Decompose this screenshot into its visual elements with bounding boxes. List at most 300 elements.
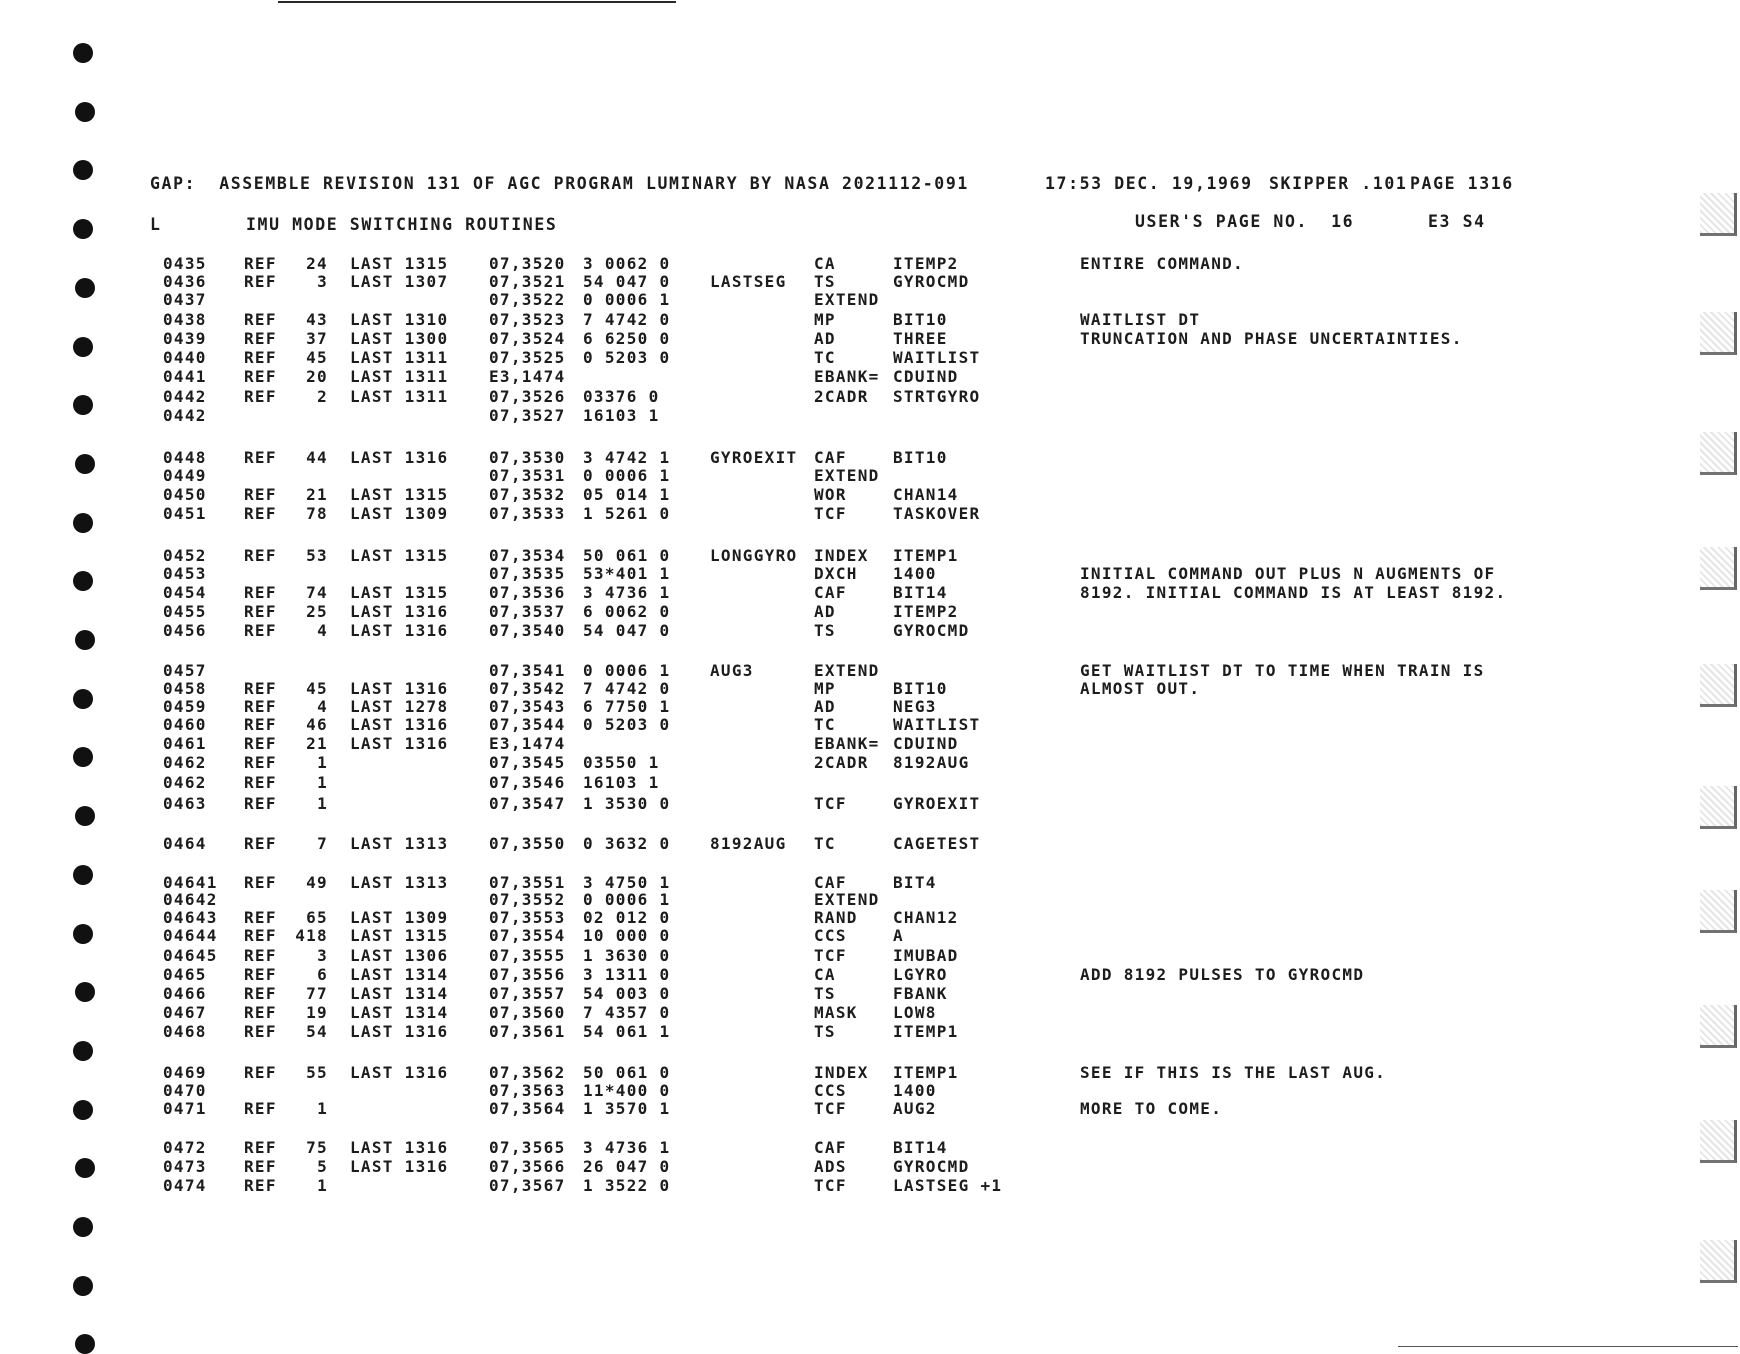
listing-line-number: 0460 xyxy=(163,715,207,734)
ref-keyword: REF xyxy=(244,504,277,523)
listing-line-number: 0461 xyxy=(163,734,207,753)
octal-word: 3 0062 0 xyxy=(583,254,671,273)
listing-line-number: 0436 xyxy=(163,272,207,291)
memory-address: 07,3530 xyxy=(489,448,566,467)
octal-word: 3 4736 1 xyxy=(583,583,671,602)
ref-count: 25 xyxy=(306,602,328,621)
comment: ENTIRE COMMAND. xyxy=(1080,254,1244,273)
section-title: IMU MODE SWITCHING ROUTINES xyxy=(246,215,558,234)
binding-mark xyxy=(1700,786,1737,829)
memory-address: 07,3533 xyxy=(489,504,566,523)
memory-address: 07,3564 xyxy=(489,1099,566,1118)
ref-count: 55 xyxy=(306,1063,328,1082)
opcode: CAF xyxy=(814,448,847,467)
last-reference: LAST 1314 xyxy=(350,984,449,1003)
octal-word: 0 0006 1 xyxy=(583,661,671,680)
memory-address: 07,3534 xyxy=(489,546,566,565)
memory-address: 07,3521 xyxy=(489,272,566,291)
ref-keyword: REF xyxy=(244,794,277,813)
opcode: INDEX xyxy=(814,546,869,565)
ref-keyword: REF xyxy=(244,834,277,853)
ref-keyword: REF xyxy=(244,946,277,965)
octal-word: 7 4742 0 xyxy=(583,679,671,698)
last-reference: LAST 1316 xyxy=(350,734,449,753)
binding-mark xyxy=(1700,664,1737,707)
opcode: DXCH xyxy=(814,564,858,583)
operand: BIT10 xyxy=(893,310,948,329)
users-page-number: USER'S PAGE NO. 16 xyxy=(1135,212,1355,231)
listing-line-number: 0471 xyxy=(163,1099,207,1118)
memory-address: 07,3565 xyxy=(489,1138,566,1157)
ref-count: 46 xyxy=(306,715,328,734)
octal-word: 1 3630 0 xyxy=(583,946,671,965)
operand: CAGETEST xyxy=(893,834,981,853)
last-reference: LAST 1309 xyxy=(350,504,449,523)
ref-count: 2 xyxy=(317,387,328,406)
opcode: CA xyxy=(814,254,836,273)
octal-word: 6 7750 1 xyxy=(583,697,671,716)
operand: GYROCMD xyxy=(893,621,970,640)
opcode: TCF xyxy=(814,504,847,523)
ref-keyword: REF xyxy=(244,1003,277,1022)
last-reference: LAST 1313 xyxy=(350,873,449,892)
comment: TRUNCATION AND PHASE UNCERTAINTIES. xyxy=(1080,329,1463,348)
last-reference: LAST 1313 xyxy=(350,834,449,853)
symbol-label: AUG3 xyxy=(710,661,754,680)
listing-line-number: 0456 xyxy=(163,621,207,640)
ref-count: 44 xyxy=(306,448,328,467)
ref-keyword: REF xyxy=(244,679,277,698)
binding-mark xyxy=(1700,1240,1737,1283)
binding-mark xyxy=(1700,1005,1737,1048)
memory-address: 07,3543 xyxy=(489,697,566,716)
comment: 8192. INITIAL COMMAND IS AT LEAST 8192. xyxy=(1080,583,1507,602)
feed-hole xyxy=(75,278,95,298)
symbol-label: LONGGYRO xyxy=(710,546,798,565)
last-reference: LAST 1316 xyxy=(350,448,449,467)
opcode: CCS xyxy=(814,926,847,945)
ref-keyword: REF xyxy=(244,602,277,621)
listing-line-number: 0442 xyxy=(163,406,207,425)
last-reference: LAST 1309 xyxy=(350,908,449,927)
octal-word: 54 047 0 xyxy=(583,272,671,291)
listing-line-number: 04642 xyxy=(163,890,218,909)
octal-word: 6 6250 0 xyxy=(583,329,671,348)
feed-hole xyxy=(73,1041,93,1061)
feed-hole xyxy=(73,571,93,591)
octal-word: 50 061 0 xyxy=(583,1063,671,1082)
memory-address: 07,3554 xyxy=(489,926,566,945)
operand: ITEMP1 xyxy=(893,1063,959,1082)
octal-word: 54 061 1 xyxy=(583,1022,671,1041)
ref-count: 418 xyxy=(295,926,328,945)
last-reference: LAST 1316 xyxy=(350,1157,449,1176)
last-reference: LAST 1315 xyxy=(350,254,449,273)
ref-keyword: REF xyxy=(244,1176,277,1195)
feed-hole xyxy=(75,102,95,122)
listing-line-number: 0464 xyxy=(163,834,207,853)
operand: BIT10 xyxy=(893,679,948,698)
ref-keyword: REF xyxy=(244,1157,277,1176)
last-reference: LAST 1316 xyxy=(350,1138,449,1157)
listing-line-number: 0454 xyxy=(163,583,207,602)
feed-hole xyxy=(73,1276,93,1296)
last-reference: LAST 1316 xyxy=(350,679,449,698)
binding-mark xyxy=(1700,890,1737,933)
feed-hole xyxy=(73,160,93,180)
memory-address: 07,3557 xyxy=(489,984,566,1003)
last-reference: LAST 1314 xyxy=(350,965,449,984)
ref-keyword: REF xyxy=(244,448,277,467)
last-reference: LAST 1316 xyxy=(350,621,449,640)
last-reference: LAST 1316 xyxy=(350,715,449,734)
octal-word: 0 5203 0 xyxy=(583,348,671,367)
operand: ITEMP1 xyxy=(893,1022,959,1041)
octal-word: 05 014 1 xyxy=(583,485,671,504)
operand: LOW8 xyxy=(893,1003,937,1022)
last-reference: LAST 1278 xyxy=(350,697,449,716)
operand: WAITLIST xyxy=(893,715,981,734)
opcode: TC xyxy=(814,834,836,853)
memory-address: 07,3520 xyxy=(489,254,566,273)
feed-hole xyxy=(73,337,93,357)
operand: NEG3 xyxy=(893,697,937,716)
ref-keyword: REF xyxy=(244,546,277,565)
opcode: TCF xyxy=(814,1176,847,1195)
last-reference: LAST 1315 xyxy=(350,926,449,945)
symbol-label: LASTSEG xyxy=(710,272,787,291)
listing-line-number: 0458 xyxy=(163,679,207,698)
ref-count: 37 xyxy=(306,329,328,348)
listing-line-number: 04645 xyxy=(163,946,218,965)
listing-line-number: 04644 xyxy=(163,926,218,945)
last-reference: LAST 1307 xyxy=(350,272,449,291)
ref-count: 45 xyxy=(306,679,328,698)
opcode: AD xyxy=(814,329,836,348)
listing-line-number: 0457 xyxy=(163,661,207,680)
ref-keyword: REF xyxy=(244,926,277,945)
last-reference: LAST 1315 xyxy=(350,546,449,565)
operand: A xyxy=(893,926,904,945)
operand: BIT4 xyxy=(893,873,937,892)
opcode: EBANK= xyxy=(814,367,880,386)
operand: GYROCMD xyxy=(893,1157,970,1176)
memory-address: 07,3542 xyxy=(489,679,566,698)
operand: BIT10 xyxy=(893,448,948,467)
octal-word: 6 0062 0 xyxy=(583,602,671,621)
octal-word: 3 4750 1 xyxy=(583,873,671,892)
bottom-rule xyxy=(1398,1346,1738,1347)
octal-word: 16103 1 xyxy=(583,406,660,425)
ref-keyword: REF xyxy=(244,1138,277,1157)
operand: TASKOVER xyxy=(893,504,981,523)
feed-hole xyxy=(73,689,93,709)
operand: GYROEXIT xyxy=(893,794,981,813)
ref-keyword: REF xyxy=(244,310,277,329)
memory-address: E3,1474 xyxy=(489,367,566,386)
ref-count: 20 xyxy=(306,367,328,386)
opcode: WOR xyxy=(814,485,847,504)
listing-marker: L xyxy=(150,215,162,234)
top-rule xyxy=(278,1,676,3)
memory-address: E3,1474 xyxy=(489,734,566,753)
opcode: MASK xyxy=(814,1003,858,1022)
octal-word: 16103 1 xyxy=(583,773,660,792)
listing-line-number: 0452 xyxy=(163,546,207,565)
memory-address: 07,3551 xyxy=(489,873,566,892)
operand: AUG2 xyxy=(893,1099,937,1118)
ref-count: 1 xyxy=(317,773,328,792)
listing-line-number: 0453 xyxy=(163,564,207,583)
ref-count: 65 xyxy=(306,908,328,927)
operand: THREE xyxy=(893,329,948,348)
page-number: PAGE 1316 xyxy=(1410,174,1514,193)
ref-count: 3 xyxy=(317,946,328,965)
ref-keyword: REF xyxy=(244,1099,277,1118)
memory-address: 07,3545 xyxy=(489,753,566,772)
opcode: MP xyxy=(814,310,836,329)
ref-keyword: REF xyxy=(244,485,277,504)
ref-keyword: REF xyxy=(244,873,277,892)
opcode: TS xyxy=(814,272,836,291)
ref-count: 49 xyxy=(306,873,328,892)
feed-hole xyxy=(73,747,93,767)
listing-line-number: 0441 xyxy=(163,367,207,386)
opcode: TCF xyxy=(814,794,847,813)
opcode: EBANK= xyxy=(814,734,880,753)
comment: WAITLIST DT xyxy=(1080,310,1201,329)
last-reference: LAST 1300 xyxy=(350,329,449,348)
listing-line-number: 0463 xyxy=(163,794,207,813)
listing-line-number: 0474 xyxy=(163,1176,207,1195)
opcode: CAF xyxy=(814,1138,847,1157)
listing-line-number: 04641 xyxy=(163,873,218,892)
octal-word: 3 4742 1 xyxy=(583,448,671,467)
memory-address: 07,3522 xyxy=(489,290,566,309)
memory-address: 07,3525 xyxy=(489,348,566,367)
opcode: INDEX xyxy=(814,1063,869,1082)
opcode: CAF xyxy=(814,873,847,892)
octal-word: 0 5203 0 xyxy=(583,715,671,734)
ref-count: 45 xyxy=(306,348,328,367)
opcode: EXTEND xyxy=(814,290,880,309)
opcode: AD xyxy=(814,697,836,716)
operand: CHAN14 xyxy=(893,485,959,504)
opcode: CCS xyxy=(814,1081,847,1100)
feed-hole xyxy=(73,219,93,239)
operand: ITEMP1 xyxy=(893,546,959,565)
feed-hole xyxy=(75,1158,95,1178)
operand: 1400 xyxy=(893,564,937,583)
octal-word: 54 003 0 xyxy=(583,984,671,1003)
memory-address: 07,3560 xyxy=(489,1003,566,1022)
octal-word: 0 0006 1 xyxy=(583,890,671,909)
listing-line-number: 0440 xyxy=(163,348,207,367)
ref-count: 6 xyxy=(317,965,328,984)
feed-hole xyxy=(73,395,93,415)
memory-address: 07,3544 xyxy=(489,715,566,734)
ref-count: 54 xyxy=(306,1022,328,1041)
tractor-feed-holes xyxy=(0,0,140,1346)
octal-word: 1 5261 0 xyxy=(583,504,671,523)
feed-hole xyxy=(73,513,93,533)
operand: BIT14 xyxy=(893,583,948,602)
feed-hole xyxy=(75,630,95,650)
octal-word: 26 047 0 xyxy=(583,1157,671,1176)
listing-line-number: 0449 xyxy=(163,466,207,485)
octal-word: 7 4742 0 xyxy=(583,310,671,329)
last-reference: LAST 1310 xyxy=(350,310,449,329)
bank-id: E3 S4 xyxy=(1428,212,1486,231)
ref-count: 3 xyxy=(317,272,328,291)
ref-count: 1 xyxy=(317,1099,328,1118)
operand: CDUIND xyxy=(893,367,959,386)
memory-address: 07,3566 xyxy=(489,1157,566,1176)
feed-hole xyxy=(73,924,93,944)
opcode: TC xyxy=(814,715,836,734)
opcode: TCF xyxy=(814,946,847,965)
memory-address: 07,3555 xyxy=(489,946,566,965)
memory-address: 07,3567 xyxy=(489,1176,566,1195)
memory-address: 07,3526 xyxy=(489,387,566,406)
listing-line-number: 04643 xyxy=(163,908,218,927)
octal-word: 02 012 0 xyxy=(583,908,671,927)
listing-line-number: 0459 xyxy=(163,697,207,716)
octal-word: 0 0006 1 xyxy=(583,466,671,485)
operand: FBANK xyxy=(893,984,948,1003)
ref-count: 4 xyxy=(317,697,328,716)
listing-line-number: 0451 xyxy=(163,504,207,523)
octal-word: 10 000 0 xyxy=(583,926,671,945)
listing-line-number: 0462 xyxy=(163,753,207,772)
memory-address: 07,3556 xyxy=(489,965,566,984)
octal-word: 11*400 0 xyxy=(583,1081,671,1100)
octal-word: 3 4736 1 xyxy=(583,1138,671,1157)
octal-word: 0 3632 0 xyxy=(583,834,671,853)
octal-word: 1 3522 0 xyxy=(583,1176,671,1195)
ref-keyword: REF xyxy=(244,254,277,273)
ref-keyword: REF xyxy=(244,984,277,1003)
listing-line-number: 0468 xyxy=(163,1022,207,1041)
opcode: CA xyxy=(814,965,836,984)
assembly-title: GAP: ASSEMBLE REVISION 131 OF AGC PROGRAM LUMINARY BY NASA 2021112-091 xyxy=(150,174,969,193)
listing-line-number: 0469 xyxy=(163,1063,207,1082)
operand: CDUIND xyxy=(893,734,959,753)
octal-word: 03376 0 xyxy=(583,387,660,406)
operand: 8192AUG xyxy=(893,753,970,772)
memory-address: 07,3537 xyxy=(489,602,566,621)
memory-address: 07,3550 xyxy=(489,834,566,853)
ref-count: 7 xyxy=(317,834,328,853)
listing-line-number: 0437 xyxy=(163,290,207,309)
memory-address: 07,3523 xyxy=(489,310,566,329)
ref-keyword: REF xyxy=(244,348,277,367)
symbol-label: 8192AUG xyxy=(710,834,787,853)
operand: WAITLIST xyxy=(893,348,981,367)
octal-word: 50 061 0 xyxy=(583,546,671,565)
ref-count: 4 xyxy=(317,621,328,640)
feed-hole xyxy=(75,982,95,1002)
opcode: MP xyxy=(814,679,836,698)
comment: ADD 8192 PULSES TO GYROCMD xyxy=(1080,965,1365,984)
memory-address: 07,3535 xyxy=(489,564,566,583)
opcode: EXTEND xyxy=(814,890,880,909)
listing-line-number: 0465 xyxy=(163,965,207,984)
octal-word: 0 0006 1 xyxy=(583,290,671,309)
operand: IMUBAD xyxy=(893,946,959,965)
ref-keyword: REF xyxy=(244,908,277,927)
opcode: RAND xyxy=(814,908,858,927)
right-edge-binding-marks xyxy=(1660,0,1740,1346)
opcode: TCF xyxy=(814,1099,847,1118)
listing-line-number: 0442 xyxy=(163,387,207,406)
listing-line-number: 0438 xyxy=(163,310,207,329)
memory-address: 07,3524 xyxy=(489,329,566,348)
memory-address: 07,3531 xyxy=(489,466,566,485)
octal-word: 03550 1 xyxy=(583,753,660,772)
comment: INITIAL COMMAND OUT PLUS N AUGMENTS OF xyxy=(1080,564,1496,583)
ref-keyword: REF xyxy=(244,583,277,602)
feed-hole xyxy=(73,1100,93,1120)
ref-count: 75 xyxy=(306,1138,328,1157)
binding-mark xyxy=(1700,312,1737,355)
feed-hole xyxy=(73,43,93,63)
last-reference: LAST 1314 xyxy=(350,1003,449,1022)
operand: GYROCMD xyxy=(893,272,970,291)
memory-address: 07,3563 xyxy=(489,1081,566,1100)
listing-line-number: 0435 xyxy=(163,254,207,273)
listing-line-number: 0473 xyxy=(163,1157,207,1176)
listing-line-number: 0455 xyxy=(163,602,207,621)
ref-keyword: REF xyxy=(244,734,277,753)
octal-word: 53*401 1 xyxy=(583,564,671,583)
memory-address: 07,3527 xyxy=(489,406,566,425)
last-reference: LAST 1311 xyxy=(350,367,449,386)
ref-count: 1 xyxy=(317,794,328,813)
listing-line-number: 0466 xyxy=(163,984,207,1003)
ref-keyword: REF xyxy=(244,329,277,348)
binding-mark xyxy=(1700,193,1737,236)
listing-line-number: 0467 xyxy=(163,1003,207,1022)
last-reference: LAST 1311 xyxy=(350,387,449,406)
ref-keyword: REF xyxy=(244,387,277,406)
operand: BIT14 xyxy=(893,1138,948,1157)
opcode: TC xyxy=(814,348,836,367)
octal-word: 3 1311 0 xyxy=(583,965,671,984)
symbol-label: GYROEXIT xyxy=(710,448,798,467)
last-reference: LAST 1316 xyxy=(350,1022,449,1041)
listing-line-number: 0448 xyxy=(163,448,207,467)
memory-address: 07,3562 xyxy=(489,1063,566,1082)
ref-keyword: REF xyxy=(244,621,277,640)
opcode: EXTEND xyxy=(814,661,880,680)
ref-keyword: REF xyxy=(244,753,277,772)
listing-line-number: 0470 xyxy=(163,1081,207,1100)
ref-keyword: REF xyxy=(244,367,277,386)
ref-count: 78 xyxy=(306,504,328,523)
last-reference: LAST 1311 xyxy=(350,348,449,367)
memory-address: 07,3561 xyxy=(489,1022,566,1041)
listing-line-number: 0439 xyxy=(163,329,207,348)
last-reference: LAST 1316 xyxy=(350,1063,449,1082)
feed-hole xyxy=(75,454,95,474)
memory-address: 07,3536 xyxy=(489,583,566,602)
feed-hole xyxy=(75,1334,95,1354)
opcode: TS xyxy=(814,1022,836,1041)
ref-count: 21 xyxy=(306,485,328,504)
ref-count: 1 xyxy=(317,753,328,772)
opcode: 2CADR xyxy=(814,387,869,406)
